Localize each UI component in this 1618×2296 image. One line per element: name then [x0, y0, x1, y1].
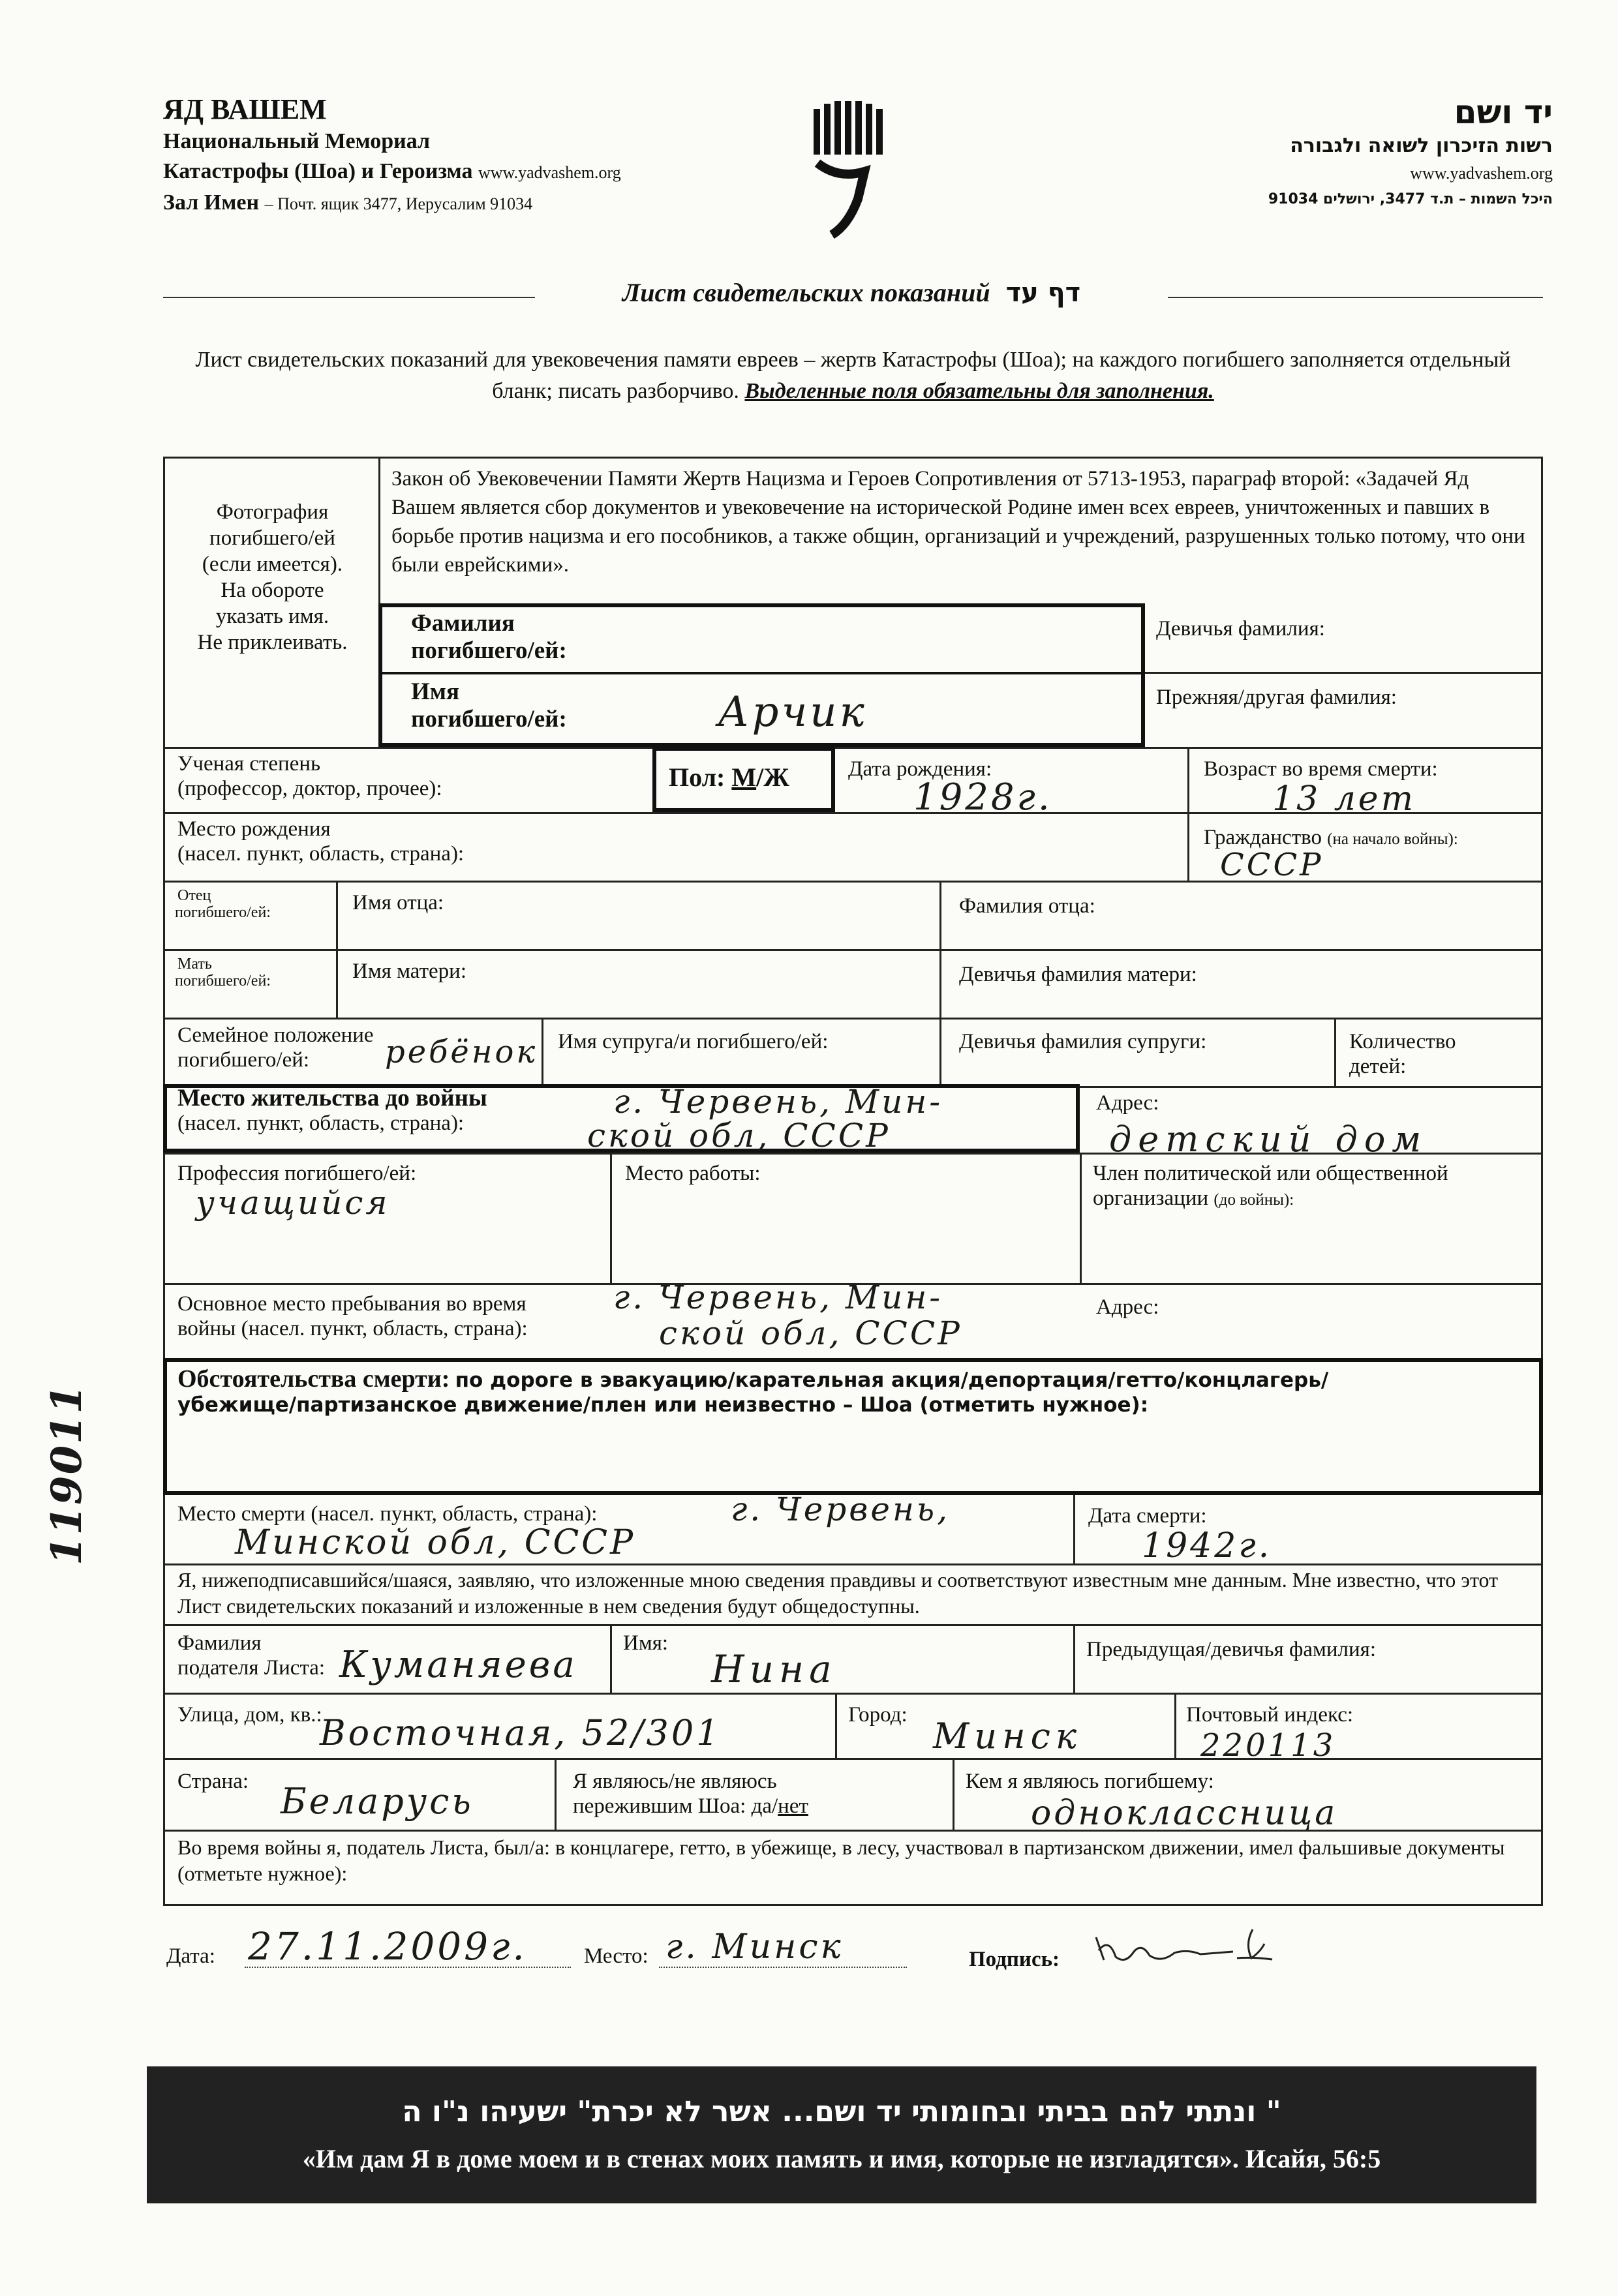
workplace-label: Место работы:	[625, 1162, 761, 1185]
citizenship-value[interactable]: СССР	[1220, 847, 1324, 883]
death-place-value-2[interactable]: Минской обл, СССР	[235, 1523, 636, 1562]
submitter-surname-value[interactable]: Куманяева	[339, 1644, 577, 1686]
marital-value[interactable]: ребёнок	[385, 1034, 538, 1070]
mother-side-label: Мать погибшего/ей:	[175, 956, 271, 989]
photo-note-3: (если имеется).	[202, 552, 343, 576]
intro-text	[163, 344, 1543, 407]
header-hebrew	[1044, 93, 1553, 213]
place-value[interactable]: г. Минск	[665, 1927, 844, 1967]
submitter-wartime-text: Во время войны я, податель Листа, был/а: в концлагере, гетто, в убежище, в лесу, участвовал в партизанском движении, имел фальшивые документы (отметьте нужное):	[177, 1835, 1505, 1885]
father-side-label: Отец погибшего/ей:	[175, 887, 271, 921]
first-name-value[interactable]: Арчик	[718, 688, 867, 736]
postcode-value[interactable]: 220113	[1200, 1727, 1336, 1764]
profession-label: Профессия погибшего/ей:	[177, 1162, 417, 1185]
dob-label: Дата рождения:	[848, 757, 992, 781]
header-russian	[163, 93, 750, 219]
dob-value[interactable]: 1928г.	[913, 776, 1052, 819]
wartime-place-value-1[interactable]: г. Червень, Мин-	[613, 1278, 943, 1316]
signature[interactable]	[1090, 1924, 1311, 1976]
submitter-name-label: Имя:	[623, 1631, 669, 1655]
photo-note-6: Не приклеивать.	[197, 631, 348, 654]
residence-value-2[interactable]: ской обл, СССР	[587, 1117, 891, 1155]
title-line-left	[163, 297, 535, 298]
org-name-ru: ЯД ВАШЕМ	[163, 93, 327, 125]
spouse-maiden-label: Девичья фамилия супруги:	[959, 1030, 1207, 1053]
sex-label: Пол: М/Ж	[669, 763, 789, 792]
photo-note-5: указать имя.	[215, 605, 329, 628]
spouse-name-label: Имя супруга/и погибшего/ей:	[558, 1030, 829, 1053]
photo-box	[170, 499, 375, 656]
declaration-text: Я, нижеподписавшийся/шаяся, заявляю, что изложенные мною сведения правдивы и соответствуют известным мне данным. Мне известно, что этот Лист свидетельских показаний и изложенные в нем сведения будут общедоступны.	[177, 1568, 1499, 1618]
form-title-ru: Лист свидетельских показаний	[622, 278, 990, 307]
intro-main: Лист свидетельских показаний для увековечения памяти евреев – жертв Катастрофы (Шоа); на каждого погибшего заполняется отдельный бланк; писать разборчиво.	[195, 348, 1511, 403]
country-value[interactable]: Беларусь	[281, 1781, 474, 1822]
surname-label: Фамилия погибшего/ей:	[411, 610, 567, 664]
father-surname-label: Фамилия отца:	[959, 894, 1095, 918]
submitter-surname-label: Фамилия подателя Листа:	[177, 1631, 326, 1680]
banner-russian: «Им дам Я в доме моем и в стенах моих память и имя, которые не изгладятся». Исайя, 56:5	[302, 2144, 1381, 2173]
sex-option-f[interactable]: /Ж	[756, 763, 789, 792]
photo-note-4: На обороте	[221, 579, 324, 602]
death-date-value[interactable]: 1942г.	[1142, 1526, 1272, 1565]
prev-surname-label: Прежняя/другая фамилия:	[1156, 686, 1397, 709]
address-label: Адрес:	[1096, 1091, 1159, 1115]
marital-label: Семейное положение погибшего/ей:	[177, 1023, 374, 1072]
death-date-label: Дата смерти:	[1088, 1504, 1207, 1528]
degree-label: Ученая степень (профессор, доктор, прочее):	[177, 752, 442, 800]
wartime-address-label: Адрес:	[1096, 1295, 1159, 1319]
first-name-label: Имя погибшего/ей:	[411, 678, 567, 733]
survivor-yes[interactable]: да/	[751, 1794, 778, 1818]
profession-value[interactable]: учащийся	[196, 1184, 390, 1222]
address-value[interactable]: детский дом	[1109, 1119, 1428, 1160]
place-label: Место:	[584, 1944, 649, 1968]
death-place-value-1[interactable]: г. Червень,	[731, 1490, 951, 1528]
death-circumstances-options-1[interactable]: по дороге в эвакуацию/карательная акция/депортация/гетто/концлагерь/	[455, 1368, 1329, 1392]
side-number: 119011	[42, 1383, 91, 1565]
relation-value[interactable]: одноклассница	[1031, 1794, 1338, 1833]
signature-label: Подпись:	[969, 1948, 1060, 1971]
form-title	[542, 277, 1161, 308]
date-value[interactable]: 27.11.2009г.	[248, 1924, 527, 1969]
intro-required-note: Выделенные поля обязательны для заполнения.	[744, 379, 1214, 403]
city-label: Город:	[848, 1703, 908, 1727]
country-label: Страна:	[177, 1770, 249, 1793]
citizenship-label: Гражданство (на начало войны):	[1204, 826, 1458, 849]
org-subtitle2-ru: Катастрофы (Шоа) и Героизма	[163, 159, 473, 183]
submitter-prev-label: Предыдущая/девичья фамилия:	[1086, 1638, 1377, 1661]
maiden-name-label: Девичья фамилия:	[1156, 617, 1325, 641]
age-value[interactable]: 13 лет	[1272, 779, 1416, 819]
wartime-place-label: Основное место пребывания во время войны (насел. пункт, область, страна):	[177, 1292, 528, 1340]
death-circumstances: Обстоятельства смерти: по дороге в эвакуацию/карательная акция/депортация/гетто/концлагерь/ убежище/партизанское движение/плен или неизвестно – Шоа (отметить нужное):	[177, 1367, 1534, 1417]
website-ru[interactable]: www.yadvashem.org	[478, 163, 621, 182]
menorah-logo-icon	[812, 101, 884, 251]
survivor-status: Я являюсь/не являюсь пережившим Шоа: да/нет	[573, 1770, 808, 1818]
photo-note-2: погибшего/ей	[209, 526, 335, 550]
mother-maiden-label: Девичья фамилия матери:	[959, 963, 1197, 986]
law-text: Закон об Увековечении Памяти Жертв Нацизма и Героев Сопротивления от 5713-1953, параграф второй: «Задачей Яд Вашем является сбор документов и увековечение на исторической Родине имен всех евреев, уничтоженных и павших в борьбе против нацизма и его пособников, а также общин, организаций и учреждений, разрушенных только потому, что они были еврейскими».	[391, 467, 1525, 577]
address-he: היכל השמות – ת.ד 3477, ירושלים 91034	[1268, 191, 1553, 207]
address-ru: – Почт. ящик 3477, Иерусалим 91034	[264, 194, 533, 213]
children-count-label: Количество детей:	[1349, 1030, 1456, 1078]
bottom-banner	[147, 2066, 1536, 2203]
date-label: Дата:	[166, 1944, 215, 1968]
hall-of-names-ru: Зал Имен	[163, 190, 260, 215]
relation-label: Кем я являюсь погибшему:	[966, 1770, 1214, 1793]
org-subtitle-he: רשות הזיכרון לשואה ולגבורה	[1290, 134, 1553, 157]
residence-label: Место жительства до войны (насел. пункт, область, страна):	[177, 1085, 487, 1135]
photo-note-1: Фотография	[216, 500, 329, 524]
website-he[interactable]: www.yadvashem.org	[1410, 164, 1553, 183]
survivor-no[interactable]: нет	[778, 1794, 808, 1818]
street-value[interactable]: Восточная, 52/301	[320, 1712, 722, 1753]
death-circumstances-options-2[interactable]: убежище/партизанское движение/плен или неизвестно – Шоа (отметить нужное):	[177, 1393, 1149, 1417]
wartime-place-value-2[interactable]: ской обл, СССР	[659, 1314, 962, 1352]
banner-hebrew: " ונתתי להם בביתי ובחומותי יד ושם... אשר לא יכרת" ישעיהו נ"ו ה	[402, 2095, 1281, 2128]
age-label: Возраст во время смерти:	[1204, 757, 1438, 781]
form-title-he: דף עד	[1005, 278, 1081, 308]
father-name-label: Имя отца:	[352, 891, 444, 914]
birthplace-label: Место рождения (насел. пункт, область, страна):	[177, 817, 465, 866]
postcode-label: Почтовый индекс:	[1186, 1703, 1354, 1727]
street-label: Улица, дом, кв.:	[177, 1703, 322, 1727]
org-subtitle-ru: Национальный Мемориал	[163, 129, 431, 153]
residence-value-1[interactable]: г. Червень, Мин-	[613, 1083, 943, 1121]
submitter-name-value[interactable]: Нина	[711, 1647, 837, 1691]
mother-name-label: Имя матери:	[352, 959, 466, 983]
death-place-label: Место смерти (насел. пункт, область, страна):	[177, 1502, 598, 1526]
city-value[interactable]: Минск	[933, 1715, 1082, 1757]
sex-option-m[interactable]: М	[731, 763, 757, 792]
yad-vashem-logo	[812, 101, 884, 251]
org-name-he: יד ושם	[1454, 93, 1553, 131]
organization-label: Член политической или общественной организации (до войны):	[1093, 1162, 1448, 1210]
title-line-right	[1168, 297, 1543, 298]
signature-scribble-icon	[1090, 1924, 1311, 1976]
